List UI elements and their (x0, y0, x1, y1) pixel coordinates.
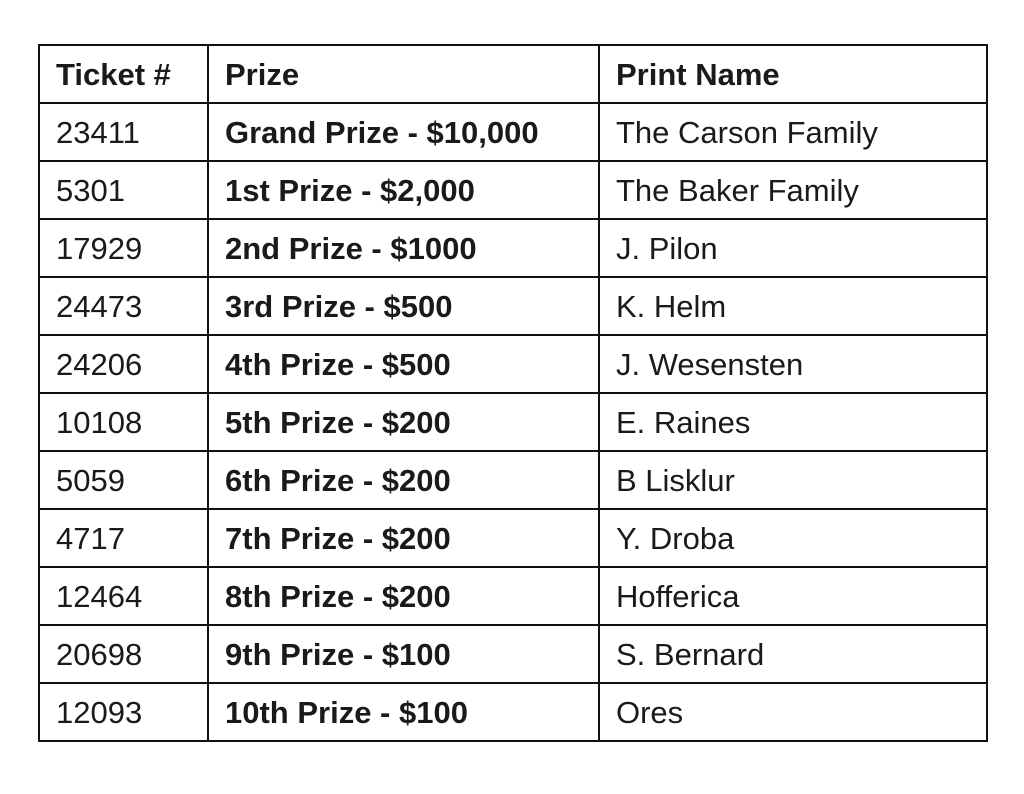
prize-cell: 6th Prize - $200 (208, 451, 599, 509)
table-row (39, 625, 987, 683)
ticket-number-cell: 24473 (39, 277, 208, 335)
table-row (39, 335, 987, 393)
prize-cell: 3rd Prize - $500 (208, 277, 599, 335)
print-name-cell: The Baker Family (599, 161, 987, 219)
prize-cell: Grand Prize - $10,000 (208, 103, 599, 161)
ticket-number-cell: 5301 (39, 161, 208, 219)
print-name-cell: Hofferica (599, 567, 987, 625)
ticket-number-cell: 17929 (39, 219, 208, 277)
ticket-number-cell: 12464 (39, 567, 208, 625)
prize-winners-table (38, 44, 988, 742)
ticket-number-cell: 10108 (39, 393, 208, 451)
print-name-cell: B Lisklur (599, 451, 987, 509)
ticket-number-cell: 4717 (39, 509, 208, 567)
print-name-cell: Y. Droba (599, 509, 987, 567)
prize-cell: 9th Prize - $100 (208, 625, 599, 683)
prize-cell: 2nd Prize - $1000 (208, 219, 599, 277)
prize-winners-table-container (38, 44, 986, 742)
table-row (39, 161, 987, 219)
print-name-cell: J. Pilon (599, 219, 987, 277)
table-row (39, 567, 987, 625)
column-header-prize: Prize (208, 45, 599, 103)
print-name-cell: S. Bernard (599, 625, 987, 683)
prize-cell: 1st Prize - $2,000 (208, 161, 599, 219)
prize-cell: 4th Prize - $500 (208, 335, 599, 393)
column-header-ticket: Ticket # (39, 45, 208, 103)
print-name-cell: Ores (599, 683, 987, 741)
table-row (39, 393, 987, 451)
table-row (39, 219, 987, 277)
prize-cell: 10th Prize - $100 (208, 683, 599, 741)
table-row (39, 277, 987, 335)
ticket-number-cell: 12093 (39, 683, 208, 741)
prize-cell: 8th Prize - $200 (208, 567, 599, 625)
ticket-number-cell: 24206 (39, 335, 208, 393)
print-name-cell: The Carson Family (599, 103, 987, 161)
table-row (39, 451, 987, 509)
table-row (39, 683, 987, 741)
prize-cell: 7th Prize - $200 (208, 509, 599, 567)
print-name-cell: E. Raines (599, 393, 987, 451)
print-name-cell: J. Wesensten (599, 335, 987, 393)
table-row (39, 509, 987, 567)
ticket-number-cell: 20698 (39, 625, 208, 683)
table-row (39, 103, 987, 161)
print-name-cell: K. Helm (599, 277, 987, 335)
prize-cell: 5th Prize - $200 (208, 393, 599, 451)
table-header-row (39, 45, 987, 103)
ticket-number-cell: 23411 (39, 103, 208, 161)
ticket-number-cell: 5059 (39, 451, 208, 509)
column-header-print-name: Print Name (599, 45, 987, 103)
